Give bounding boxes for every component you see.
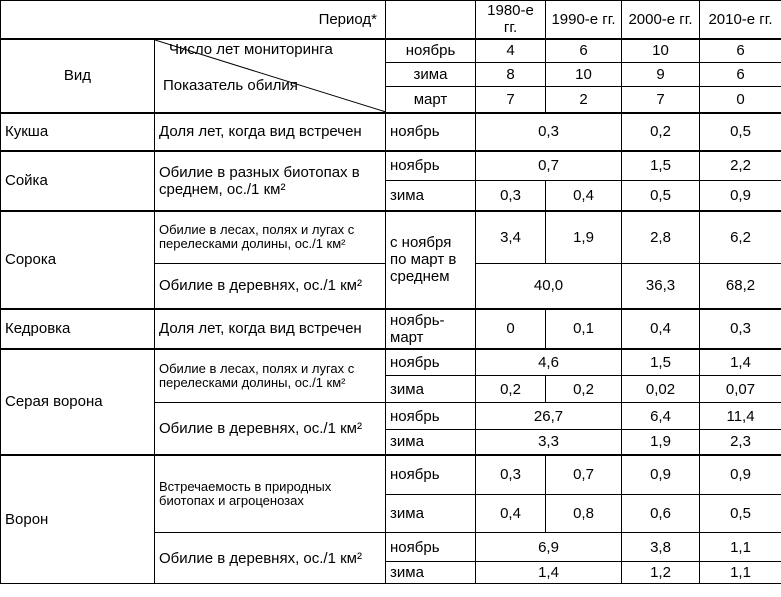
- value-cell: 0,07: [700, 376, 781, 403]
- value-cell: 3,3: [476, 430, 622, 455]
- value-cell: 0,7: [476, 151, 622, 181]
- decade-2010: 2010-е гг.: [700, 1, 781, 39]
- value-cell: 2,3: [700, 430, 781, 455]
- period-label: зима: [386, 430, 476, 455]
- diag-bottom-label: Показатель обилия: [163, 76, 298, 94]
- mon-win-1990: 10: [546, 63, 622, 87]
- value-cell: 0,1: [546, 309, 622, 349]
- species-name: Ворон: [1, 455, 155, 584]
- value-cell: 6,2: [700, 211, 781, 264]
- value-cell: 1,9: [622, 430, 700, 455]
- value-cell: 0,4: [476, 495, 546, 533]
- species-name: Серая ворона: [1, 349, 155, 455]
- species-name: Кукша: [1, 113, 155, 151]
- value-cell: 1,5: [622, 151, 700, 181]
- mon-win-2010: 6: [700, 63, 781, 87]
- month-march: март: [386, 87, 476, 113]
- value-cell: 4,6: [476, 349, 622, 376]
- value-cell: 0: [476, 309, 546, 349]
- value-cell: 1,5: [622, 349, 700, 376]
- mon-nov-2000: 10: [622, 39, 700, 63]
- value-cell: 0,2: [546, 376, 622, 403]
- period-label: зима: [386, 495, 476, 533]
- indicator-label: Обилие в разных биотопах в среднем, ос./1 км²: [155, 151, 386, 211]
- mon-mar-2000: 7: [622, 87, 700, 113]
- value-cell: 3,8: [622, 533, 700, 562]
- blank-header-cell: [386, 1, 476, 39]
- value-cell: 0,3: [476, 181, 546, 211]
- species-name: Кедровка: [1, 309, 155, 349]
- period-label: с ноября по март в среднем: [386, 211, 476, 309]
- decade-2000: 2000-е гг.: [622, 1, 700, 39]
- decade-1990: 1990-е гг.: [546, 1, 622, 39]
- value-cell: 0,2: [476, 376, 546, 403]
- value-cell: 0,3: [700, 309, 781, 349]
- value-cell: 2,8: [622, 211, 700, 264]
- value-cell: 0,4: [546, 181, 622, 211]
- value-cell: 0,5: [700, 113, 781, 151]
- value-cell: 2,2: [700, 151, 781, 181]
- indicator-label: Обилие в деревнях, ос./1 км²: [155, 403, 386, 455]
- value-cell: 0,7: [546, 455, 622, 495]
- value-cell: 1,1: [700, 533, 781, 562]
- value-cell: 36,3: [622, 264, 700, 309]
- value-cell: 1,9: [546, 211, 622, 264]
- diag-top-label: Число лет мониторинга: [169, 40, 333, 58]
- value-cell: 1,4: [476, 562, 622, 584]
- value-cell: 6,4: [622, 403, 700, 430]
- value-cell: 1,4: [700, 349, 781, 376]
- indicator-label: Обилие в деревнях, ос./1 км²: [155, 264, 386, 309]
- value-cell: 0,5: [700, 495, 781, 533]
- value-cell: 11,4: [700, 403, 781, 430]
- species-header: Вид: [1, 39, 155, 113]
- period-label: зима: [386, 181, 476, 211]
- mon-mar-1980: 7: [476, 87, 546, 113]
- month-november: ноябрь: [386, 39, 476, 63]
- indicator-label: Доля лет, когда вид встречен: [155, 309, 386, 349]
- period-label: ноябрь: [386, 349, 476, 376]
- species-name: Сойка: [1, 151, 155, 211]
- decade-1980: 1980-е гг.: [476, 1, 546, 39]
- period-label: ноябрь: [386, 151, 476, 181]
- period-label: ноябрь: [386, 403, 476, 430]
- value-cell: 26,7: [476, 403, 622, 430]
- value-cell: 1,1: [700, 562, 781, 584]
- value-cell: 6,9: [476, 533, 622, 562]
- period-label: ноябрь: [386, 455, 476, 495]
- value-cell: 0,8: [546, 495, 622, 533]
- mon-win-1980: 8: [476, 63, 546, 87]
- month-winter: зима: [386, 63, 476, 87]
- indicator-label: Обилие в лесах, полях и лугах с перелесками долины, ос./1 км²: [155, 211, 386, 264]
- value-cell: 0,5: [622, 181, 700, 211]
- value-cell: 0,6: [622, 495, 700, 533]
- mon-mar-1990: 2: [546, 87, 622, 113]
- period-label: ноябрь-март: [386, 309, 476, 349]
- value-cell: 0,02: [622, 376, 700, 403]
- mon-nov-1980: 4: [476, 39, 546, 63]
- mon-nov-1990: 6: [546, 39, 622, 63]
- indicator-label: Встречаемость в природных биотопах и агроценозах: [155, 455, 386, 533]
- mon-mar-2010: 0: [700, 87, 781, 113]
- value-cell: 0,3: [476, 455, 546, 495]
- value-cell: 0,9: [700, 181, 781, 211]
- value-cell: 1,2: [622, 562, 700, 584]
- period-label: зима: [386, 562, 476, 584]
- mon-nov-2010: 6: [700, 39, 781, 63]
- value-cell: 0,9: [622, 455, 700, 495]
- diagonal-header-cell: [155, 39, 386, 113]
- period-header: Период*: [1, 1, 386, 39]
- value-cell: 0,3: [476, 113, 622, 151]
- indicator-label: Доля лет, когда вид встречен: [155, 113, 386, 151]
- value-cell: 40,0: [476, 264, 622, 309]
- species-name: Сорока: [1, 211, 155, 309]
- indicator-label: Обилие в деревнях, ос./1 км²: [155, 533, 386, 584]
- value-cell: 0,9: [700, 455, 781, 495]
- period-label: ноябрь: [386, 113, 476, 151]
- indicator-label: Обилие в лесах, полях и лугах с перелесками долины, ос./1 км²: [155, 349, 386, 403]
- mon-win-2000: 9: [622, 63, 700, 87]
- period-label: ноябрь: [386, 533, 476, 562]
- value-cell: 68,2: [700, 264, 781, 309]
- value-cell: 3,4: [476, 211, 546, 264]
- value-cell: 0,2: [622, 113, 700, 151]
- value-cell: 0,4: [622, 309, 700, 349]
- period-label: зима: [386, 376, 476, 403]
